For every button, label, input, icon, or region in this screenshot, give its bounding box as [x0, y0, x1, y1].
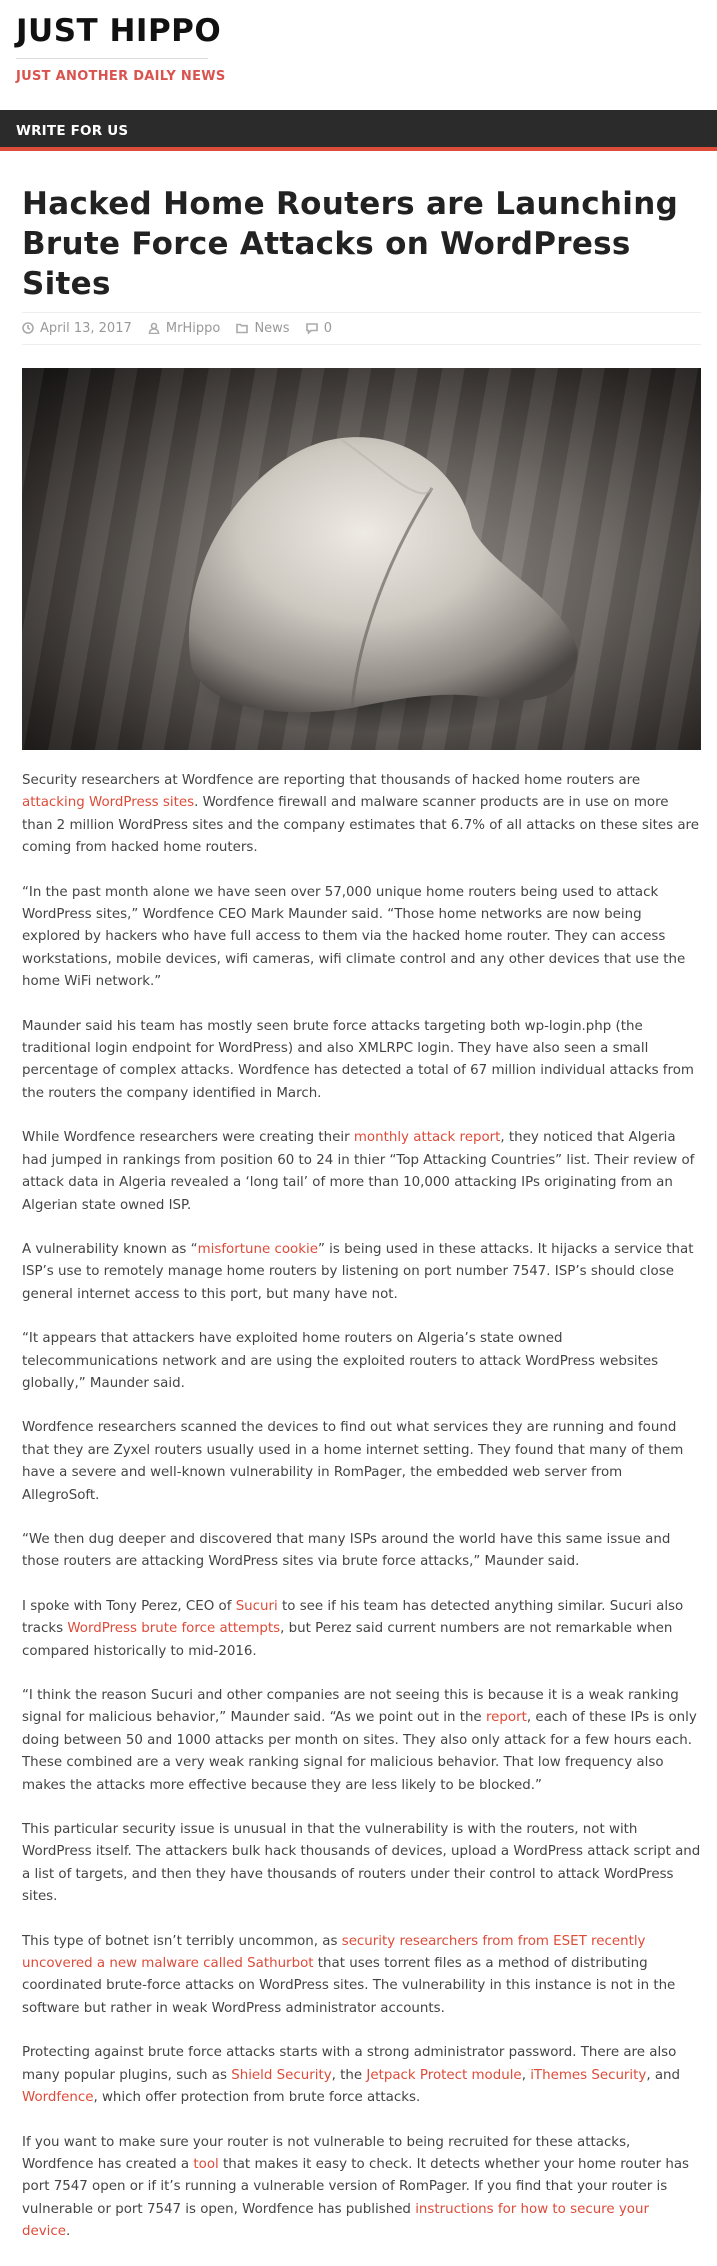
clock-icon — [22, 322, 35, 335]
link-report[interactable]: report — [485, 1710, 527, 1726]
nav-item-write-for-us[interactable]: WRITE FOR US — [16, 123, 129, 139]
paragraph-14 — [22, 2132, 701, 2244]
post-author[interactable] — [148, 321, 220, 336]
text: “I think the reason Sucuri and other companies are not seeing this is because it is a weak ranking signal for malicious behavior,” Maunder said. “As we point out in the — [22, 1688, 679, 1726]
text: If you want to make sure your router is not vulnerable to being recruited for these attacks, Wordfence has created a — [22, 2134, 631, 2172]
link-tool[interactable]: tool — [193, 2156, 219, 2172]
link-monthly-attack-report[interactable]: monthly attack report — [353, 1130, 501, 1146]
text: , — [521, 2067, 531, 2083]
article-body — [22, 770, 701, 2244]
fortune-cookie-icon — [22, 368, 701, 750]
post-author-text: MrHippo — [165, 321, 221, 336]
text: While Wordfence researchers were creating their — [22, 1130, 354, 1146]
text: , each of these IPs is only doing between 50 and 1000 attacks per month on sites. They also only attack for a few hours each. These combined are a very weak ranking signal for malicious behavior. That low frequency also makes the attacks more effective because they are less likely to be blocked.” — [22, 1710, 697, 1793]
paragraph-2: “In the past month alone we have seen over 57,000 unique home routers being used to attack WordPress sites,” Wordfence CEO Mark Maunder said. “Those home networks are now being explored by hackers who have full access to them via the hacked home router. They can access workstations, mobile devices, wifi cameras, wifi climate control and any other devices that use the home WiFi network.” — [22, 884, 686, 990]
paragraph-6: “It appears that attackers have exploited home routers on Algeria’s state owned telecommunications network and are using the exploited routers to attack WordPress websites globally,” Maunder said. — [22, 1331, 659, 1391]
paragraph-12 — [22, 1931, 701, 2021]
text: to see if his team has detected anything similar. Sucuri also tracks — [22, 1598, 684, 1637]
text: This type of botnet isn’t terribly uncommon, as — [22, 1933, 342, 1949]
link-wordpress-brute-force-attempts[interactable]: WordPress brute force attempts — [67, 1621, 281, 1637]
link-shield-security[interactable]: Shield Security — [231, 2067, 332, 2083]
text: , and — [646, 2067, 681, 2083]
link-attacking-wordpress-sites[interactable]: attacking WordPress sites — [22, 795, 195, 811]
user-icon — [148, 322, 161, 335]
paragraph-7: Wordfence researchers scanned the devices to find out what services they are running and found that they are Zyxel routers usually used in a home internet setting. They found that many of them have a severe and well-known vulnerability in RomPager, the embedded web server from AllegroSoft. — [22, 1420, 684, 1503]
text: , which offer protection from brute force attacks. — [93, 2090, 421, 2106]
link-jetpack-protect[interactable]: Jetpack Protect module — [366, 2067, 522, 2083]
paragraph-4 — [22, 1127, 701, 1217]
paragraph-8: “We then dug deeper and discovered that many ISPs around the world have this same issue and those routers are attacking WordPress sites via brute force attacks,” Maunder said. — [22, 1531, 671, 1570]
text: . Wordfence firewall and malware scanner products are in use on more than 2 million WordPress sites and the company estimates that 6.7% of all attacks on these sites are coming from hacked home routers. — [22, 795, 699, 856]
post-comments[interactable] — [306, 321, 332, 336]
paragraph-10 — [22, 1685, 701, 1797]
link-misfortune-cookie[interactable]: misfortune cookie — [197, 1241, 318, 1257]
text: A vulnerability known as “ — [22, 1241, 198, 1257]
paragraph-1 — [22, 770, 701, 860]
text: , they noticed that Algeria had jumped in rankings from position 60 to 24 in thier “Top Attacking Countries” list. Their review of attack data in Algeria revealed a ‘long tail’ of more than 10,000 attacking IPs originating from an Algerian state owned ISP. — [22, 1130, 695, 1213]
site-divider — [16, 58, 208, 59]
featured-image — [22, 368, 701, 750]
post-meta — [22, 312, 701, 345]
post-category[interactable] — [236, 321, 289, 336]
post-category-text: News — [254, 321, 290, 336]
main-content — [22, 151, 701, 2266]
post-comments-count: 0 — [323, 321, 332, 336]
link-secure-device-instructions[interactable]: instructions for how to secure your device — [22, 2201, 649, 2240]
paragraph-5 — [22, 1239, 701, 1306]
post-title: Hacked Home Routers are Launching Brute Force Attacks on WordPress Sites — [22, 186, 679, 302]
text: ” is being used in these attacks. It hijacks a service that ISP’s use to remotely manage home routers by listening on port number 7547. ISP’s should close general internet access to this port, but many have not. — [22, 1241, 694, 1302]
main-navigation — [0, 110, 717, 151]
link-eset-sathurbot[interactable]: security researchers from from ESET recently uncovered a new malware called Sathurbot — [22, 1933, 646, 1972]
site-tagline: JUST ANOTHER DAILY NEWS — [16, 69, 226, 84]
text: I spoke with Tony Perez, CEO of — [22, 1598, 236, 1614]
post-date-text: April 13, 2017 — [40, 321, 132, 336]
paragraph-13 — [22, 2042, 701, 2109]
text: , but Perez said current numbers are not remarkable when compared historically to mid-2016. — [22, 1621, 673, 1659]
text: . — [65, 2224, 71, 2240]
text: that makes it easy to check. It detects whether your home router has port 7547 open or if it’s running a vulnerable version of RomPager. If you find that your router is vulnerable or port 7547 is open, Wordfence has published — [22, 2156, 690, 2217]
site-header — [0, 0, 717, 110]
post-date[interactable] — [22, 321, 132, 336]
link-sucuri[interactable]: Sucuri — [235, 1598, 278, 1614]
link-ithemes-security[interactable]: iThemes Security — [530, 2067, 647, 2083]
paragraph-3: Maunder said his team has mostly seen brute force attacks targeting both wp-login.php (the traditional login endpoint for WordPress) and also XMLRPC login. They have also seen a small percentage of complex attacks. Wordfence has detected a total of 67 million individual attacks from the routers the company identified in March. — [22, 1018, 694, 1101]
text: Protecting against brute force attacks starts with a strong administrator password. There are also many popular plugins, such as — [22, 2045, 677, 2083]
link-wordfence[interactable]: Wordfence — [22, 2090, 94, 2106]
paragraph-11: This particular security issue is unusual in that the vulnerability is with the routers, not with WordPress itself. The attackers bulk hack thousands of devices, upload a WordPress attack script and a list of targets, and then they have thousands of routers under their control to attack WordPress sites. — [22, 1822, 701, 1905]
paragraph-9 — [22, 1596, 701, 1663]
text: that uses torrent files as a method of distributing coordinated brute-force attacks on WordPress sites. The vulnerability in this instance is not in the software but rather in weak WordPress administrator accounts. — [22, 1956, 676, 2016]
text: Security researchers at Wordfence are reporting that thousands of hacked home routers are — [22, 773, 641, 788]
site-title[interactable]: JUST HIPPO — [16, 13, 222, 49]
text: , the — [331, 2067, 367, 2083]
folder-icon — [236, 322, 249, 335]
comment-icon — [306, 322, 319, 335]
